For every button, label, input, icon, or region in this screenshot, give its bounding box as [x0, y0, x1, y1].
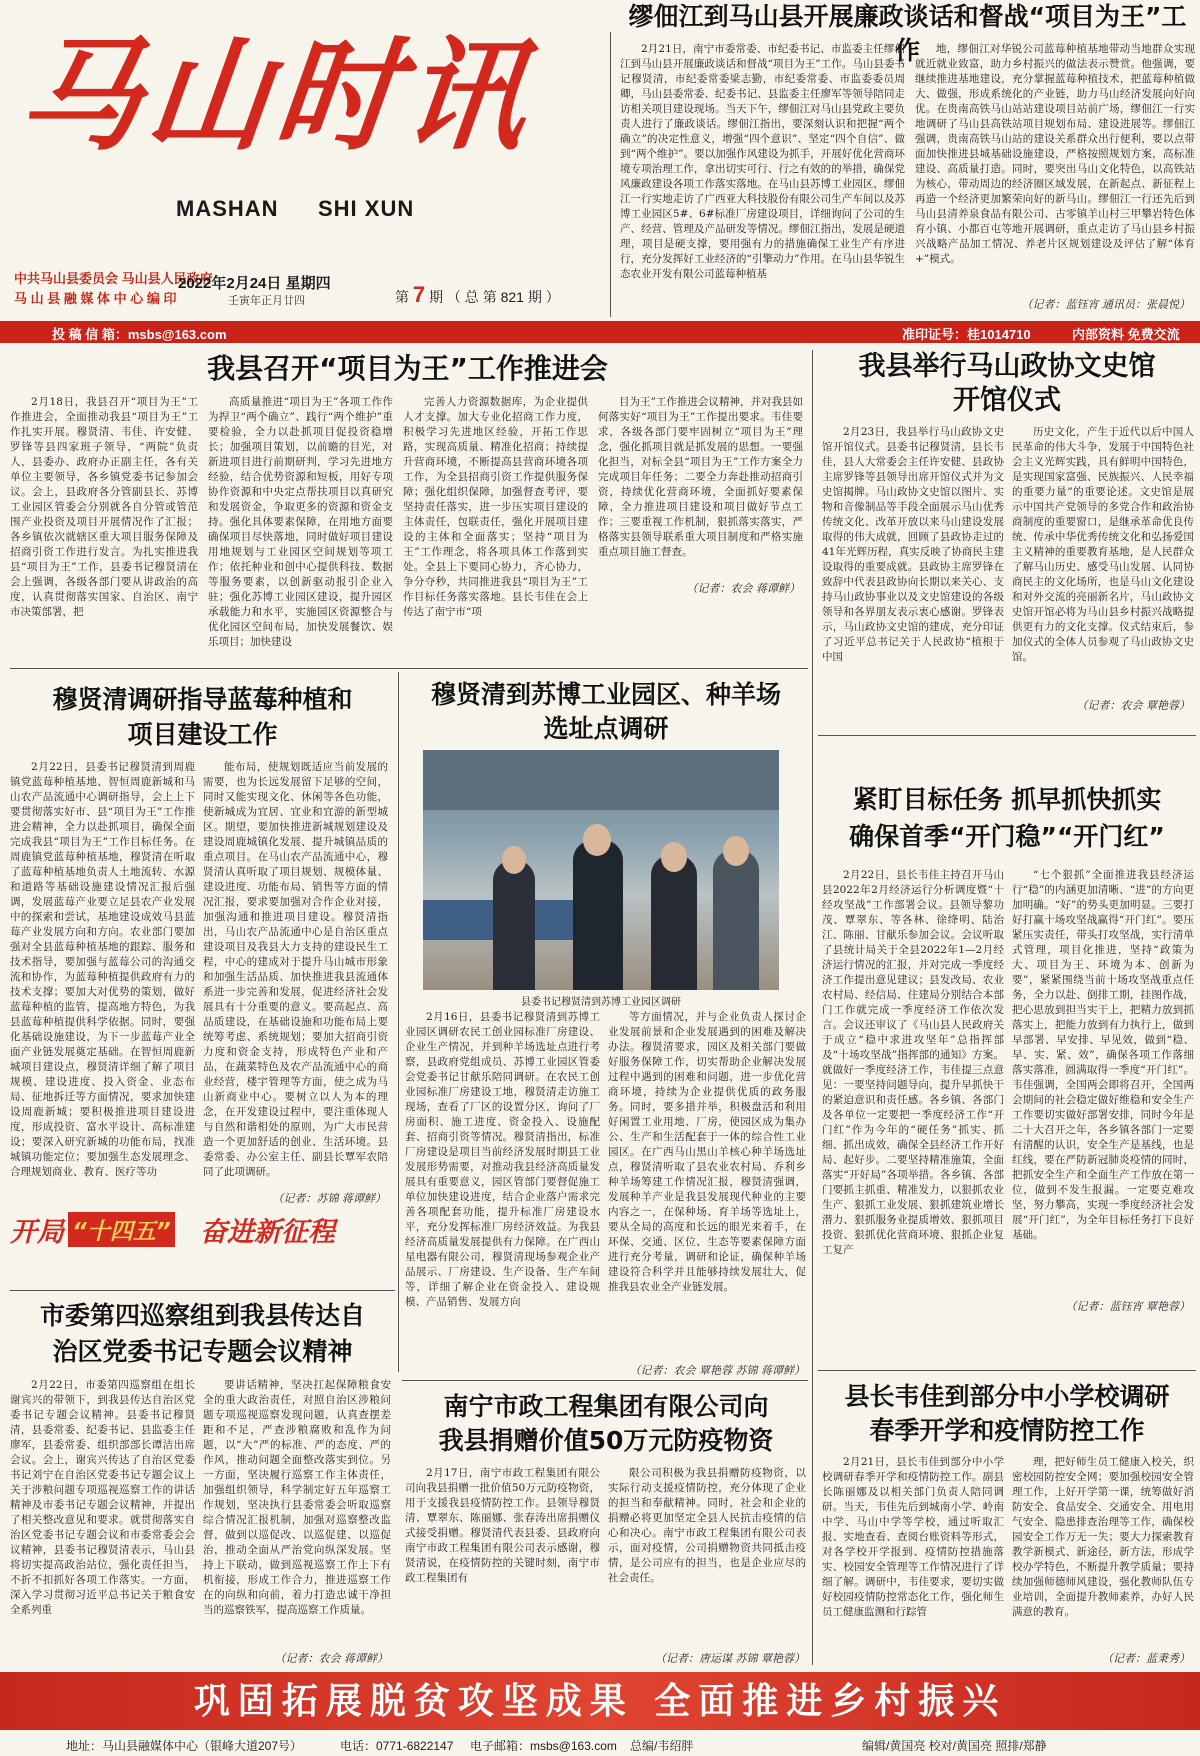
article-title: 我县捐赠价值50万元防疫物资: [438, 1426, 774, 1455]
article-byline: （记者：蓝秉秀）: [1102, 1652, 1190, 1665]
article-byline: （记者：苏锦 蒋谭鲜）: [272, 1192, 386, 1205]
article-body: 历史文化，产生于近代以后中国人民革命的伟大斗争，发展于中国特色社会主义光辉实践，具有鲜明中国特色，是实现国家富强、民族振兴、人民幸福的重要力量”的重要论述。文史馆是展示中国共产党领导的多党合作和政治协商制度的重要窗口，是继承革命优良传统、传承中华优秀传统文化和弘扬爱国主义精神的重要教育基地，是人民群众了解马山历史、感受马山发展、认同协商民主的文化场所，也是马山文化建设和对外交流的亮丽新名片，马山政协文史馆开馆必将为马山县乡村振兴战略提供更有力的文化支撑。仪式结束后，参加仪式的全体人员参观了马山政协文史馆。: [1012, 426, 1194, 663]
masthead-org-line2: 马 山 县 融 媒 体 中 心 编 印: [14, 291, 177, 306]
masthead-date: 2022年2月24日 星期四: [178, 275, 331, 292]
article-title: 市委第四巡察组到我县传达自: [39, 1301, 365, 1330]
person-head: [583, 824, 611, 856]
article-body: 2月18日，我县召开“项目为王”工作推进会，全面推动我县“项目为王”工作扎实开展。穆贤清、韦佳、许安健、罗锋等县四家班子领导，“两院”负责人，县委办、政府办正副主任，各有关单位主要领导，各乡镇党委书记参加会议。会上，县政府各分管副县长、苏博工业园区管委会分别就各自分管或管范围产业投资及项目开展情况作了汇报；各乡镇依次就辖区重大项目服务保障及招商引资工作进行发言。为扎实推进我县“项目为王”工作，县委书记穆贤清在会上强调，各级各部门要从讲政治的高度，认真贯彻落实国家、自治区、南宁市决策部署，把: [10, 396, 198, 618]
masthead-lunar-date: 壬寅年正月廿四: [228, 294, 305, 307]
column-divider: [398, 672, 399, 1372]
article-title: 南宁市政工程集团有限公司向: [443, 1392, 769, 1421]
person-figure: [573, 840, 623, 990]
person-head: [661, 842, 687, 872]
article-body: 等方面情况，并与企业负责人探讨企业发展前景和企业发展遇到的困难及解决办法。穆贤清要求，园区及相关部门要做好服务保障工作，切实帮助企业解决发展过程中遇到的困难和问题，进一步优化营商环境，持续为企业提供优质的政务服务。同时，要多措并举，积极盘活和利用好闲置工业用地、厂房，使园区成为集办公、生产和生活配套于一体的综合性工业园区。在广西马山黑山羊核心种羊场选址点，穆贤清听取了县农业农村局、乔利乡种羊场筹建工作情况汇报，穆贤清强调，发展种羊产业是我县发展现代种业的主要内容之一，在保种场、育羊场等选址上，要从全局的高度和长远的眼光来着手，在环保、交通、区位、生态等要素保障方面进行充分考量，调研和论证，确保种羊场建设符合科学并且能够持续发展壮大，促推我县农业全产业链发展。: [608, 1011, 806, 1293]
article-byline: （记者：农会 蒋谭鲜）: [686, 582, 800, 595]
article-body: 2月22日，县长韦佳主持召开马山县2022年2月经济运行分析调度暨“十经攻坚战”工作部署会议。县领导黎功茂、覃翠东、等各林、徐绛明、陆治江、陈丽、甘献乐参加会议。会议听取了县统计局关于全县2022年1—2月经济运行情况的汇报，并对完成一季度经济工作提出意见建议；县发改局、农业农村局、经信局、住建局分别结合本部门工作就完成一季度经济工作依次发言。会议还审议了《马山县人民政府关于成立“稳中求进攻坚年”总指挥部及“十场攻坚战”指挥部的通知》方案。就做好一季度经济工作，韦佳提三点意见：一要坚持问题导向，提升早抓快干的紧迫意识和责任感。各乡镇、各部门及各单位一定要把一季度经济工作“开门红”作为今年的“硬任务”抓实、抓细、抓出成效，确保全县经济工作开好局、起好步。二要坚持精准施策，全面落实“开好局”各项举措。各乡镇、各部门要抓主抓重、精准发力，以狠抓农业生产、狠抓工业发展、狠抓建筑业增长潜力、狠抓服务业提质增效、狠抓项目投资、狠抓优化营商环境、狠抓企业复工复产: [822, 869, 1004, 1256]
article-body: 2月22日，市委第四巡察组在组长谢宾兴的带领下，到我县传达自治区党委书记专题会议精神。县委书记穆贤清，县委常委、纪委书记、县监委主任廖军，县委常委、组织部部长谭洁出席会议。会上，谢宾兴传达了自治区党委书记刘宁在自治区党委书记专题会议上关于涉粮问题专项巡视巡察工作的讲话精神及市委书记专题会议精神，并提出了相关整改意见和要求。就贯彻落实自治区党委书记专题会议和市委常委会会议精神，县委书记穆贤清表示，马山县将切实提高政治站位，强化责任担当，不折不扣抓好各项工作落实。一方面，深入学习贯彻习近平总书记关于粮食安全系列重: [10, 1379, 195, 1616]
issue-number: 7: [412, 282, 426, 307]
article-body: 目为王”工作推进会议精神，并对我县如何落实好“项目为王”工作提出要求。韦佳要求，各级各部门要牢固树立“项目为王”理念，强化抓项目就是抓发展的思想。一要强化担当，对标全县“项目为王”工作方案全力完成项目年任务；二要全力奔赴推动招商引资，持续优化营商环境，全面抓好要素保障，全力推进项目建设和项目做好节点工作；三要重视工作机制，狠抓落实落实，严格落实县领导联系重大项目制度和严格实施重点项目施工督查。: [598, 396, 803, 558]
section-divider: [818, 1370, 1196, 1371]
print-permit: 准印证号：桂1014710: [902, 327, 1031, 342]
person-figure: [713, 850, 759, 990]
article-title: 项目建设工作: [127, 720, 278, 749]
info-bar: [0, 321, 1200, 343]
article-title: 确保首季“开门稳”“开门红”: [849, 822, 1165, 851]
masthead-issue: 第 7 期 （ 总 第 821 期 ）: [395, 282, 560, 307]
article-byline: （记者：农会 覃艳蓉 苏锦 蒋谭鲜）: [629, 1364, 805, 1377]
slogan-part3: 奋进新征程: [200, 1217, 335, 1248]
footer-editors: 编辑/黄国亮 校对/黄国亮 照排/郑静: [862, 1739, 1047, 1753]
article-byline: （记者：蓝钰宵 通讯员：张晨悦）: [1021, 298, 1190, 311]
person-head: [502, 846, 526, 874]
article-title: 治区党委书记专题会议精神: [52, 1337, 353, 1366]
article-body: 高质量推进“项目为王”各项工作作为捍卫“两个确立”、践行“两个维护”重要检验，全力以赴抓项目促投资稳增长；加强项目策划，以前瞻的目光，对新进项目进行前期研判，学习先进地方经验，结合优势资源和短板，用好专项协作资源和中央定点帮扶项目以真研究和发展资金，争取更多的资源和资金支持。强化具体要素保障，在用地方面要确保项目尽快落地，同时做好项目建设用地规划与工业园区空间规划等项工作；依托种业和创中心提供科技、数据等服务要素，以创新驱动报引企业入驻；强化苏博工业园区建设，提升园区承载能力和水平，实施园区资源整合与优化园区空间布局，加快发展餐饮、娱乐项目；加快建设: [208, 396, 393, 648]
masthead-en-left: MASHAN: [176, 196, 279, 221]
bottom-slogan-banner: 巩固拓展脱贫攻坚成果 全面推进乡村振兴: [0, 1672, 1200, 1730]
article-byline: （记者：唐运谋 苏锦 覃艳蓉）: [655, 1652, 805, 1665]
news-photo: [423, 750, 779, 990]
article-body: 2月22日，县委书记穆贤清到周鹿镇党蓝莓种植基地、智恒周鹿新城和马山农产品流通中心调研指导，会上上下要贯彻落实好市、县“项目为王”工作推进会精神，全力以赴抓项目，确保全面完成我县“项目为王”工作目标任务。在周鹿镇党蓝莓种植基地，穆贤清在听取了蓝莓种植基地负责人土地流转、水源和道路等基础设施建设情况汇报后强调，发展蓝莓产业要立足县农产业发展中的探索和尝试，基地建设成效马县蓝莓产业发展方向和方向。农业部门要加强对全县蓝莓种植基地的跟踪、服务和技术指导，要加强与蓝莓公司的沟通交流和协作，为蓝莓种植提供政府有力的技术支撑；要加大对优势的策划，做好蓝莓种植的监管，提高地方特色，为我县蓝莓种植提供科学依据。同时，要强化基础设施建设，为下一步蓝莓产业全面产业链发展奠定基础。在智恒周鹿新城项目建设点，穆贤清详细了解了项目规模、建设进度、投入资金、业态布局、征地拆迁等方面情况，要求加快建设周鹿新城；要积极推进项目建设进度，形成投资、富水平设计、高标准建设；要深入研究新城的功能布局，找准城镇功能定位；要加强生态发展理念、合理规划商业、教育、医疗等功: [10, 761, 195, 1178]
article-title: 县长韦佳到部分中小学校调研: [844, 1382, 1170, 1411]
article-body: 能布局，使规划既适应当前发展的需要，也为长远发展留下足够的空间，同时又能实现文化、休闲等各色功能，使新城成为宜居、宜业和宜游的新型城区。期望，要加快推进新城规划建设及建设周鹿城镇化发展、提升城镇品质的重点项目。在马山农产品流通中心，穆贤清认真听取了项目规划、规模体量、建设进度、功能布局、销售等方面的情况汇报，要求要加强对合作企业对接，加强沟通和推进项目建设。穆贤清指出，马山农产品流通中心是自治区重点建设项目及我县大力支持的建设民生工程，中心的建成对于提升马山城市形象和加强生活品质、加快推进我县流通体系进一步完善和发展，促进经济社会发展具有十分重要的意义。要高起点、高品质建设，在基础设施和功能布局上要统筹考虑、系统规划；要加大招商引资力度和资金支持，形成特色产业和产品，在蔬菜特色及农产品流通中心的商业经营，楼宇管理等方面，使之成为马山新商业中心。要树立以人为本的理念，在开发建设过程中，要注重体现人与自然和谐相处的原则，为广大市民营造一个更加舒适的创业、生活环境。县委常委、办公室主任、副县长覃军农陪同了此项调研。: [203, 761, 388, 1178]
masthead-en-right: SHI XUN: [318, 196, 415, 221]
slogan-part1: 开局: [10, 1217, 64, 1248]
footer-chief-editor: 总编/韦绍胖: [630, 1739, 694, 1753]
masthead-org-line1: 中共马山县委员会 马山县人民政府: [14, 271, 213, 286]
article-body: 限公司积极为我县捐赠防疫物资，以实际行动支援疫情防控，充分体现了企业的担当和奉献精神。同时，社会和企业的捐赠必将更加坚定全县人民抗击疫情的信心和决心。南宁市政工程集团有限公司表示，面对疫情，公司捐赠物资共同抵击疫情，是公司应有的担当，也是企业应尽的社会责任。: [608, 1467, 806, 1584]
person-figure: [651, 855, 697, 990]
section-divider: [10, 1290, 395, 1291]
article-body: 2月21日，南宁市委常委、市纪委书记、市监委主任缪佃江到马山县开展廉政谈话和督战“项目为王”工作。马山县委书记穆贤清，市纪委常委梁志勤，市纪委常委、市监委委员周卿，马山县委常委、纪委书记、县监委主任廖军等领导陪同走访相关项目建设现场。当天下午，缪佃江对马山县党政主要负责人进行了廉政谈话。缪佃江指出，要深刻认识和把握“两个确立”的决定性意义，增强“四个意识”、坚定“四个自信”、做到“两个维护”。要以加强作风建设为抓手，开展好优化营商环境专项治理工作，拿出切实可行、行之有效的的举措，确保党风廉政建设各项工作落实落地。在马山县苏博工业园区，缪佃江一行实地走访了广西亚大科技股份有限公司生产车间以及苏博工业园区5#、6#标准厂房建设项目，详细询问了公司的生产、经营、管理及产品研发等情况。缪佃江指出，发展是硬道理，项目是硬支撑，要用强有力的措施确保工业生产有序进行，充分发挥好工业经济的“引擎动力”作用。在马山县华锐生态农业开发有限公司蓝莓种植基: [620, 43, 905, 280]
article-byline: （记者：农会 蒋谭鲜）: [274, 1652, 388, 1665]
article-body: “七个狠抓”全面推进我县经济运行“稳”的内涵更加清晰、“进”的方向更加明确。“好”的势头更加明显。三要打好打赢十场攻坚战赢得“开门红”。要压紧压实责任，带头打攻坚战，实行清单式管理，项目化推进，坚持“政策为大、项目为王、环境为本、创新为要”，紧紧围绕当前十场攻坚战重点任务，全力以赴、倒排工期，挂图作战，把心思放到担当实干上，把精力放到抓落实上，把能力放到有力执行上，做到早部署、早安排、早见效，做到“稳、早、实、紧、效”，确保各项工作落细落实落准，圆满取得一季度“开门红”。韦佳强调，全国两会即将召开，全国两会期间的社会稳定做好维稳和安全生产工作要切实做好部署安排，同时今年是二十大召开之年，各乡镇各部门一定要有清醒的认识，安全生产是基线，也是红线，要在严防新冠肺炎疫情的同时，把抓安全生产和全面生产工作放在第一位，做到不发生报漏。一定要克难攻坚，努力攀高，实现一季度经济社会发展“开门红”，为全年目标任务打下良好基础。: [1012, 869, 1194, 1241]
article-body: 2月21日，县长韦佳到部分中小学校调研春季开学和疫情防控工作。副县长陈丽娜及以相关部门负责人陪同调研。当天，韦佳先后到城南小学、岭南中学、马山中学等学校，通过听取汇报、实地查看、查阅台账资料等形式，对各学校开学报到、疫情防控措施落实、校园安全管理等工作情况进行了详细了解。调研中，韦佳要求，要切实做好校园疫情防控常态化工作，强化师生员工健康监测和行踪管: [822, 1456, 1004, 1618]
footer-phone: 电话：0771-6822147: [340, 1739, 454, 1753]
section-divider: [10, 668, 808, 669]
article-title: 穆贤清到苏博工业园区、种羊场: [430, 680, 781, 709]
column-divider: [812, 350, 813, 1665]
photo-caption: 县委书记穆贤清到苏博工业园区调研: [521, 997, 681, 1008]
footer-email: 电子邮箱：msbs@163.com: [470, 1739, 617, 1753]
footer: [0, 1733, 1200, 1756]
internal-note: 内部资料 免费交流: [1072, 327, 1180, 342]
article-title: 穆贤清调研指导蓝莓种植和: [52, 685, 353, 714]
article-title: 紧盯目标任务 抓早抓快抓实: [852, 785, 1162, 814]
slogan-part2: “十四五”: [68, 1212, 175, 1247]
article-title: 春季开学和疫情防控工作: [869, 1416, 1145, 1445]
article-body: 要讲话精神，坚决扛起保障粮食安全的重大政治责任，对照自治区涉粮问题专项巡视巡察发现问题，认真查摆差距和不足，严查涉粮腐败和乱作为问题，以“大”严的标准、严的态度、严的作风，推动问题全面整改落实到位。另一方面，坚决履行巡察工作主体责任，加强组织领导，科学制定好五年巡察工作规划，坚决执行县委常委会听取巡察综合情况汇报机制，加强对巡察整改监督，做到以巡促改、以巡促建、以巡促治，推动全面从严治党向纵深发展。坚持上下联动，做到巡视巡察工作上下有机衔接，形成工作合力，推进巡察工作在的向纵和向前，着力打造忠诚干净担当的巡察铁军，提高巡察工作质量。: [203, 1379, 391, 1616]
article-title: 我县举行马山政协文史馆: [858, 351, 1156, 382]
person-figure: [493, 860, 535, 990]
article-body: 理，把好师生员工健康入校关，织密校园防控安全网；要加强校园安全管理工作，上好开学第一课，统筹做好消防安全、食品安全、交通安全、用电用气安全、隐患排查治理等工作，确保校园安全工作万无一失；要大力探索教育教学新模式、新途径，新方法，形成学校办学特色，不断提升教学质量；要持续加强师德师风建设，强化教师队伍专业培训，全面提升教师素养，办好人民满意的教育。: [1012, 1456, 1194, 1618]
article-title: 开馆仪式: [953, 385, 1061, 416]
article-body: 2月17日，南宁市政工程集团有限公司向我县捐赠一批价值50万元防疫物资，用于支援我县疫情防控工作。县领导穆贤清、覃翠东、陈丽娜、张春涛出席捐赠仪式接受捐赠。穆贤清代表县委、县政府向南宁市政工程集团有限公司表示感谢，穆贤清说，在疫情防控的关键时刻，南宁市政工程集团有: [405, 1467, 600, 1584]
article-byline: （记者：农会 覃艳蓉）: [1076, 699, 1190, 712]
article-body: 2月23日，我县举行马山政协文史馆开馆仪式。县委书记穆贤清，县长韦佳，县人大常委会主任许安健、县政协主席罗锋等县领导出席开馆仪式并为文史馆揭牌。马山政协文史馆以图片、实物和音像制品等手段全面展示马山优秀传统文化、改革开放以来马山建设发展取得的伟大成就，回顾了县政协走过的41年光辉历程，真实反映了协商民主建设取得的重要成就。县政协主席罗锋在致辞中代表县政协向长期以来关心、支持马山政协事业以及文史馆建设的各级领导和各界朋友表示衷心感谢。罗锋表示，马山政协文史馆的建成，充分印证了习近平总书记关于人民政协“植根于中国: [822, 426, 1004, 663]
article-body: 2月16日，县委书记穆贤清到苏博工业园区调研农民工创业园标准厂房建设、企业生产情况，并到种羊场选址点进行考察，县政府党组成员、苏博工业园区管委会党委书记甘献乐陪同调研。在农民工创业园标准厂房建设工地，穆贤清走访施工现场，查看了厂区的设置分区，询问了厂房面积、施工进度、资金投入、设施配套、招商引资等情况。穆贤清指出，标准厂房建设是项目当前经济发展时期县工业发展形势需要，对推动我县经济高质量发展具有重要意义，园区管部门要督促施工单位加快建设进度，结合企业落户需求完善各项配套功能，提升标准厂房建设水平，充分发挥标准厂房经济效益。为我县经济高质量发展提供有力保障。在广西山星电器有限公司，穆贤清现场参观企业产品展示、厂房建设、生产设备、生产车间等，详细了解企业在资金投入、建设规模、产品销售、发展方向: [405, 1011, 600, 1308]
article-body: 地，缪佃江对华锐公司蓝莓种植基地带动当地群众实现就近就业致富，助力乡村振兴的做法表示赞赏。他强调，要继续推进基地建设，充分掌握蓝莓种植技术，把蓝莓种植做大、做强，形成系统化的产业链，助力马山经济发展向好向优。在贵南高铁马山站站建设项目站前广场，缪佃江一行实地调研了马山县高铁站项目规划布局、建设进展等。缪佃江强调，贵南高铁马山站的建设关系群众出行便利，要以点带面加快推进县城基础设施建设，严格按照规划方案，高标准建设、高质量打造。同时，要突出马山文化特色，以高铁站为核心，带动周边的经济圈区域发展，在新起点、新征程上再造一个经济更加繁荣向好的新马山。缪佃江一行还先后到马山县清养泉食品有限公司、古零镇羊山村三甲攀岩特色体育小镇、小都百屯等地开展调研，重点走访了马山县乡村振兴战略产品加工情况、养老片区规划建设及评估了解“体育+”模式。: [915, 43, 1195, 265]
footer-address: 地址：马山县融媒体中心（银峰大道207号）: [66, 1739, 303, 1753]
article-byline: （记者：蓝钰宵 覃艳蓉）: [1065, 1300, 1190, 1313]
article-body: 完善人力资源数据库，为企业提供人才支撑。加大专业化招商工作力度，积极学习先进地区经验，开拓工作思路，实现高质量、精准化招商；持续提升营商环境，不断提高县营商环境各项工作，为全县招商引资工作提供服务保障；强化组织保障，加强督查考评，要坚持责任落实，进一步压实项目建设的主体责任，包联责任，强化开展项目建设的主体和全面落实；坚持“项目为王”工作理念，将各项具体工作落到实处。全县上下要同心协力，齐心协力，争分夺秒，共同推进我县“项目为王”工作目标任务落实落地。县长韦佳在会上传达了南宁市“项: [403, 396, 588, 618]
masthead-logo: 马山时讯: [12, 23, 540, 167]
article-title: 缪佃江到马山县开展廉政谈话和督战“项目为王”工作: [628, 2, 1187, 65]
article-title: 我县召开“项目为王”工作推进会: [207, 352, 608, 385]
section-divider: [818, 735, 1196, 736]
masthead-divider: [610, 32, 611, 317]
article-title: 选址点调研: [543, 714, 669, 743]
section-divider: [402, 1380, 808, 1381]
person-head: [723, 836, 749, 866]
submission-email: 投 稿 信 箱：msbs@163.com: [52, 327, 227, 342]
